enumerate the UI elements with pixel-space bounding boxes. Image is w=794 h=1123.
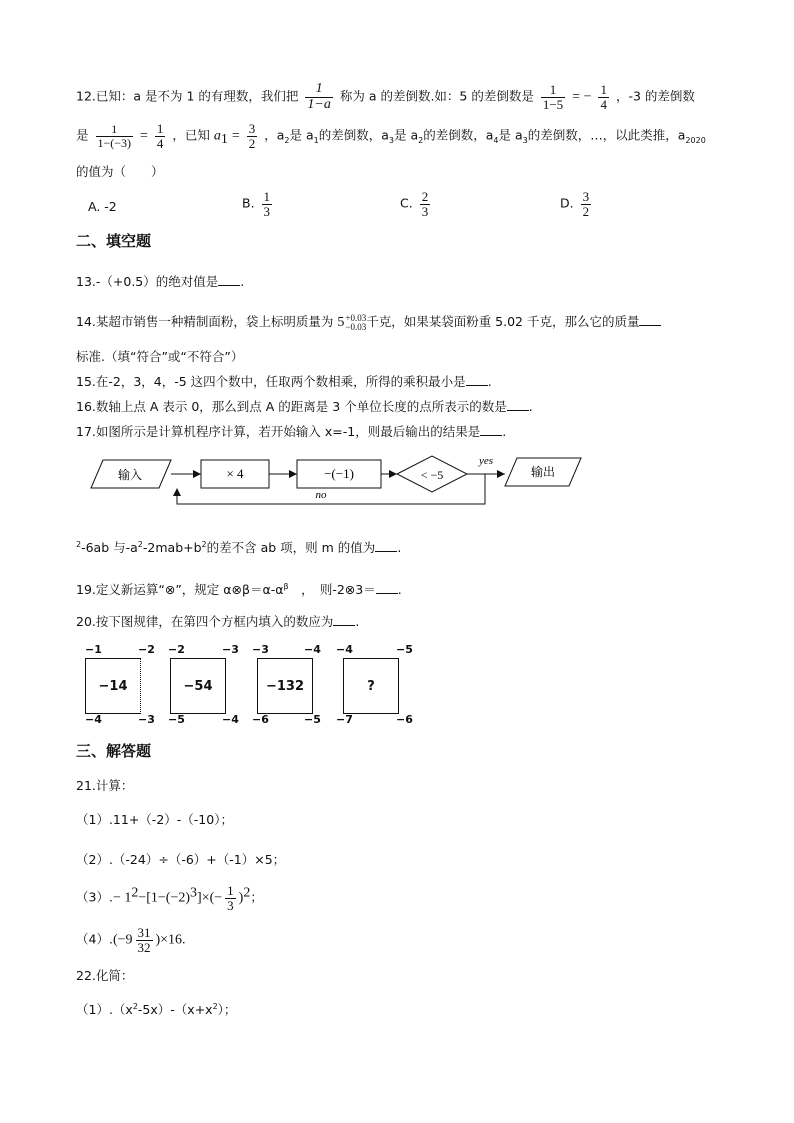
- section-heading: 三、解答题: [76, 742, 152, 760]
- part-label: （4）.: [76, 931, 113, 947]
- pattern-box-2: [170, 658, 226, 714]
- math: ]×(−: [197, 890, 223, 906]
- num: 1: [541, 83, 565, 98]
- q16-end: .: [528, 399, 533, 414]
- tol-minus: −0.03: [345, 321, 367, 332]
- tol-plus: +0.03: [345, 312, 367, 323]
- q18: [76, 538, 401, 556]
- den: 4: [156, 135, 164, 151]
- corner-number: −6: [396, 713, 413, 726]
- option-b: [242, 190, 275, 218]
- q16-text: 16.数轴上点 A 表示 0，那么到点 A 的距离是 3 个单位长度的点所表示的数是: [76, 399, 507, 414]
- arrow-head: [173, 488, 181, 496]
- program-flowchart: [85, 452, 595, 508]
- q22-text: ）；: [217, 1002, 237, 1017]
- subtract-label: −(−1): [324, 466, 354, 481]
- q12-text-a: 12.已知：a 是不为 1 的有理数，我们把: [76, 88, 299, 104]
- q13-end: .: [240, 274, 245, 289]
- sub: 1: [220, 132, 228, 148]
- fraction: [96, 123, 134, 149]
- math: (−9: [112, 932, 133, 948]
- num: 1: [156, 121, 164, 136]
- fraction: [420, 190, 431, 218]
- q12-text: 是 a: [394, 127, 419, 143]
- section-heading: 二、填空题: [76, 232, 152, 250]
- equals: =: [140, 128, 148, 144]
- q17: [76, 422, 506, 440]
- sup: 2: [132, 1001, 138, 1011]
- num: 31: [137, 925, 151, 940]
- den: 3: [227, 897, 234, 913]
- pattern-box-1: [85, 658, 141, 714]
- sup: 2: [137, 539, 143, 549]
- den: 2: [582, 203, 590, 219]
- answer-blank[interactable]: [218, 275, 240, 286]
- q14-text: 千克，如果某袋面粉重 5.02 千克，那么它的质量: [366, 314, 640, 329]
- q18-text: -6ab 与-a: [81, 540, 138, 555]
- q21-part2: （2）.（-24）÷（-6）+（-1）×5；: [76, 852, 286, 867]
- num: 3: [582, 189, 590, 204]
- sup: 2: [131, 885, 139, 901]
- q22-title: 22.化简：: [76, 968, 134, 983]
- q12-line3: 的值为（ ）: [76, 164, 164, 179]
- arrow-head: [497, 470, 505, 478]
- q18-text: 的差不含 ab 项，则 m 的值为: [206, 540, 376, 555]
- q14: [76, 312, 661, 332]
- q22-text: -5x）-（x+x: [137, 1002, 213, 1017]
- corner-number: −2: [168, 643, 185, 656]
- num: 3: [248, 121, 256, 136]
- tolerance: [345, 314, 366, 332]
- den: 1−a: [307, 96, 331, 112]
- arrow-head: [289, 470, 297, 478]
- sub: 2: [418, 136, 424, 146]
- corner-number: −4: [222, 713, 239, 726]
- q21-part1: （1）.11+（-2）-（-10）；: [76, 812, 233, 827]
- equals: = −: [572, 89, 592, 105]
- multiply-label: × 4: [226, 466, 244, 481]
- q12-text-c: ，-3 的差倒数: [615, 88, 695, 104]
- math: −[1−(−2): [138, 890, 191, 906]
- den: 1−(−3): [97, 135, 132, 150]
- corner-number: −3: [222, 643, 239, 656]
- sub: 3: [522, 136, 528, 146]
- answer-blank[interactable]: [375, 541, 397, 552]
- output-label: 输出: [530, 465, 556, 479]
- sub: 4: [493, 136, 499, 146]
- fraction: [541, 83, 565, 111]
- q19-end: .: [397, 582, 402, 597]
- den: 32: [137, 939, 151, 955]
- condition-label: < −5: [420, 468, 444, 482]
- corner-number: −3: [138, 713, 155, 726]
- sup: 2: [243, 885, 251, 901]
- fraction: [581, 190, 592, 218]
- corner-number: −1: [85, 643, 102, 656]
- q12-text: ，已知: [172, 127, 210, 143]
- fraction: [225, 884, 236, 912]
- sup: 2: [201, 539, 207, 549]
- num: 1: [305, 82, 332, 98]
- q17-end: .: [502, 424, 507, 439]
- corner-number: −3: [252, 643, 269, 656]
- q18-end: .: [397, 540, 402, 555]
- q22-text: （1）.（x: [76, 1002, 133, 1017]
- q20-end: .: [355, 614, 360, 629]
- q21-part4: [76, 926, 186, 954]
- option-label: C.: [400, 195, 413, 211]
- answer-blank[interactable]: [333, 615, 355, 626]
- pattern-box-4: [343, 658, 399, 714]
- num: 1: [263, 189, 271, 204]
- math: )×16.: [155, 932, 186, 948]
- num: 2: [421, 189, 429, 204]
- fraction: [247, 122, 258, 150]
- corner-number: −4: [336, 643, 353, 656]
- fraction: [305, 82, 332, 112]
- arrow-head: [193, 470, 201, 478]
- box-value: ?: [367, 678, 375, 694]
- num: 1: [227, 883, 234, 898]
- q21-title: 21.计算：: [76, 778, 134, 793]
- box-value: −54: [183, 678, 213, 694]
- math: − 1: [112, 890, 132, 906]
- q15-end: .: [487, 374, 492, 389]
- input-label: 输入: [117, 468, 143, 482]
- no-label: no: [315, 489, 327, 501]
- fraction: [155, 122, 166, 150]
- q21-part3: [76, 884, 263, 912]
- q12-text: 的差倒数，a: [423, 127, 494, 143]
- fraction: [262, 190, 273, 218]
- math: ；: [250, 889, 263, 905]
- option-label: D.: [560, 195, 574, 211]
- option-label: B.: [242, 195, 255, 211]
- q17-text: 17.如图所示是计算机程序计算，若开始输入 x=-1，则最后输出的结果是: [76, 424, 481, 439]
- option-a: A. -2: [88, 199, 117, 214]
- part-label: （3）.: [76, 889, 113, 905]
- corner-number: −5: [168, 713, 185, 726]
- option-c: [400, 190, 433, 218]
- den: 2: [248, 135, 256, 151]
- q14-base: 5: [337, 315, 345, 330]
- box-value: −14: [98, 678, 128, 694]
- var-a: a: [213, 128, 221, 144]
- q12-line1: [76, 82, 695, 112]
- den: 4: [600, 96, 607, 112]
- corner-number: −7: [336, 713, 353, 726]
- den: 3: [263, 203, 271, 219]
- sup: 2: [212, 1001, 218, 1011]
- sub: 1: [313, 136, 319, 146]
- q15-text: 15.在-2，3，4，-5 这四个数中，任取两个数相乘，所得的乘积最小是: [76, 374, 466, 389]
- math: ): [238, 890, 244, 906]
- sub: 2020: [685, 136, 706, 146]
- q20: [76, 612, 359, 630]
- q12-text: 的差倒数，a: [318, 127, 389, 143]
- q19: [76, 580, 402, 598]
- q16: [76, 397, 533, 415]
- corner-number: −4: [85, 713, 102, 726]
- corner-number: −4: [304, 643, 321, 656]
- equals: =: [231, 128, 240, 144]
- num: 1: [600, 82, 607, 98]
- q14-text: 14.某超市销售一种精制面粉，袋上标明质量为: [76, 314, 334, 329]
- q14-line2: 标准.（填“符合”或“不符合”）: [76, 349, 244, 364]
- sup: 2: [76, 539, 82, 549]
- q12-text: 的差倒数，…，以此类推，a: [527, 127, 686, 143]
- sup: β: [283, 581, 289, 591]
- corner-number: −2: [138, 643, 155, 656]
- pattern-box-3: [257, 658, 313, 714]
- corner-number: −5: [304, 713, 321, 726]
- q13-text: 13.-（+0.5）的绝对值是: [76, 274, 219, 289]
- yes-label: yes: [478, 455, 494, 467]
- q12-line2: [76, 122, 706, 150]
- answer-blank[interactable]: [480, 425, 502, 436]
- den: 1−5: [542, 96, 564, 112]
- den: 3: [421, 203, 429, 219]
- arrow-head: [389, 470, 397, 478]
- sub: 2: [284, 136, 290, 146]
- answer-blank[interactable]: [639, 315, 661, 326]
- q18-text: -2mab+b: [142, 540, 202, 555]
- answer-blank[interactable]: [376, 583, 398, 594]
- fraction: [598, 83, 609, 111]
- answer-blank[interactable]: [507, 400, 529, 411]
- q22-part1: [76, 1000, 236, 1018]
- fraction: [136, 926, 153, 954]
- q15: [76, 372, 492, 390]
- q12-text: 是 a: [289, 127, 314, 143]
- q12-text: 是: [76, 127, 89, 143]
- q19-text: ， 则-2⊗3＝: [288, 582, 376, 597]
- q12-text-b: 称为 a 的差倒数.如：5 的差倒数是: [339, 88, 534, 104]
- corner-number: −5: [396, 643, 413, 656]
- q20-text: 20.按下图规律，在第四个方框内填入的数应为: [76, 614, 334, 629]
- answer-blank[interactable]: [466, 375, 488, 386]
- corner-number: −6: [252, 713, 269, 726]
- q12-text: ，a: [264, 127, 285, 143]
- q19-text: 19.定义新运算“⊗”，规定 α⊗β＝α-α: [76, 582, 284, 597]
- q13: [76, 272, 244, 290]
- q12-text: 是 a: [498, 127, 523, 143]
- box-value: −132: [265, 678, 305, 694]
- sup: 3: [190, 885, 198, 901]
- option-d: [560, 190, 594, 218]
- num: 1: [96, 123, 134, 137]
- sub: 3: [388, 136, 395, 146]
